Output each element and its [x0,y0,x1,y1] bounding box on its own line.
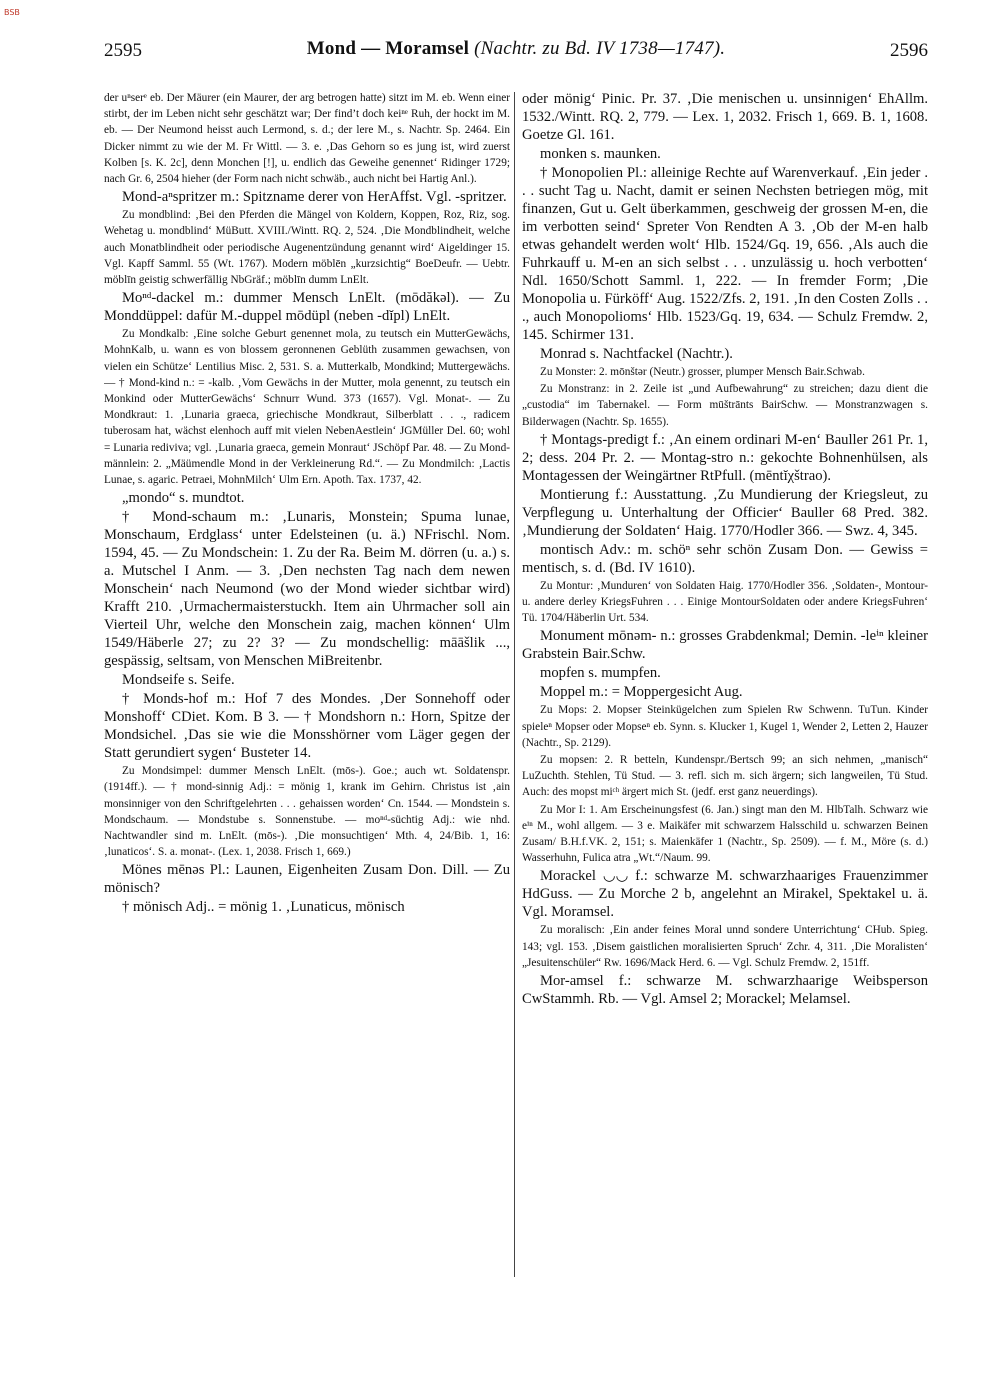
dictionary-entry: Mor-amsel f.: schwarze M. schwarzhaarige Weibsperson CwStammh. Rb. — Vgl. Amsel 2; Morackel; Melamsel. [522,973,928,1008]
dictionary-entry: † Monopolien Pl.: alleinige Rechte auf Warenverkauf. ‚Ein jeder . . . sucht Tag u. Nacht, damit er seinen Nechsten betriegen mög, mit finanzen, Gut u. Gelt überkammen, geschweig der grossen M-en, die im verbotten seind‘ Spreter Von Rendten A 3. ‚Ob der M-en halb etwas gehandelt werden wolt‘ Hlb. 1524/Gq. 19, 656. ‚Als auch die Fuhrkauff u. M-en an sich selbst . . . unzulässig u. hoch verbotten‘ Ndl. 1650/Schott Samml. 1, 222. — In fremder Form; ‚Die Monopolia u. Fürköff‘ Aug. 1522/Zfs. 2, 191. ‚In den Costen Zolls . . ., auch Monopolioms‘ Hlb. 1523/Gq. 19, 634. — Schulz Fremdw. 2, 145. Schirmer 131. [522,165,928,343]
dictionary-entry: oder mönig‘ Pinic. Pr. 37. ‚Die menischen u. unsinnigen‘ EhAllm. 1532./Wintt. RQ. 2, 779. — Lex. 1, 2032. Frisch 1, 669. B. 1, 1608. Goetze Gl. 161. [522,91,928,143]
dictionary-entry: † Montags-predigt f.: ‚An einem ordinari M-en‘ Bauller 261 Pr. 1, 2; dess. 204 Pr. 2. — Montag-stro n.: gekochte Bohnenhülsen, als Montagessen der Weingärtner RtPfull. (mēntĭχštrao). [522,431,928,484]
dictionary-entry: Zu mopsen: 2. R betteln, Kundenspr./Bertsch 99; an sich nehmen, „manisch“ LuZuchth. Stehlen, Tü Stud. — 3. refl. sich m. sich ärgern; sich langweilen, Tü Stud. Auch: des mopst miᶜʰ ärgert mich St. (jedf. erst ganz neuerdings). [522,754,928,799]
dictionary-entry: Zu Montur: ‚Munduren‘ von Soldaten Haig. 1770/Hodler 356. ‚Soldaten-, Montour- u. andere derley KriegsFuhren . . . Einige MontourSoldaten oder andere KriegsFuhren‘ Tü. 1704/Häberlin Urt. 534. [522,579,928,625]
page-header [104,36,928,66]
dictionary-entry: Mond-aⁿspritzer m.: Spitzname derer von HerAffst. Vgl. -spritzer. [122,189,507,206]
dictionary-entry: † Mond-schaum m.: ‚Lunaris, Monstein; Spuma lunae, Monschaum, Erdglass‘ unter Edelsteinen (u. ä.) NFrischl. Nom. 1594, 45. — Zu Mondschein: 1. Zu der Ra. Beim M. dörren (u. a.) s. a. Mutschel I Anm. — 3. ‚Den nechsten Tag nach dem newen Monschein‘ nach Neumond (wo der Mond wieder sichtbar wird) Krafft 210. ‚Urmachermaisterstuckh. Item ain Uhrmacher soll ain Vierteil Uhr, welche den Monschein zaig, machen können‘ Ulm 1549/Häberle 27; zu 2? 3? — Zu mondschellig: māāšlik ..., gespässig, seltsam, von Menschen MiBreitenbr. [104,509,510,670]
dictionary-entry: der uⁿserᵉ eb. Der Mäurer (ein Maurer, der arg betrogen hatte) sitzt im M. eb. Wenn einer stirbt, der im Leben nicht sehr geschätzt war; Der find’t doch keiⁿᵉ Ruh, der hockt im M. eb. — Der Neumond heisst auch Lermond, s. d.; der lere M., s. Nachtr. Sp. 2464. Ein Dicker nimmt zu wie der M. Fr Wittl. — 3. e. ‚Das Gehorn so es jung ist, wird zuerst Kolben [s. K. 2c], denn Monchen [!], u. endlich das Geweihe genennet‘ Ridinger 1729; nach Gr. 6, 2504 hieher (der Form nach nicht schwäb., auch nicht bei Hartig Anl.). [104,92,510,186]
dictionary-entry: „mondo“ s. mundtot. [122,490,245,507]
dictionary-entry: Monrad s. Nachtfackel (Nachtr.). [540,346,733,362]
dictionary-entry: Monument mōnəm- n.: grosses Grabdenkmal; Demin. -leⁱⁿ kleiner Grabstein Bair.Schw. [522,628,928,663]
dictionary-entry: Mönes mēnəs Pl.: Launen, Eigenheiten Zusam Don. Dill. — Zu mönisch? [104,862,510,897]
dictionary-entry: Zu Monstranz: in 2. Zeile ist „und Aufbewahrung“ zu streichen; dazu dient die „custodia“ im Tabernakel. — Form mūštrānts BairSchw. — Monstranzwagen s. Bilderwagen (Nachtr. Sp. 1655). [522,383,928,428]
library-stamp: BSB [4,8,20,17]
running-head-title: Mond — Moramsel [306,38,470,59]
column-divider [514,92,515,1277]
right-column [522,90,928,1280]
dictionary-entry: † Monds-hof m.: Hof 7 des Mondes. ‚Der Sonnehoff oder Monshoff‘ CDiet. Kom. B 3. — † Mondshorn n.: Horn, Spitze der Mondsichel. ‚Das sie wie die Monsshörner vom Läger gegen der Statt gerundiert sygen‘ Busteter 14. [104,691,510,762]
page-number-left: 2595 [104,40,142,61]
running-head-subtitle: (Nachtr. zu Bd. IV 1738—1747). [474,38,726,59]
dictionary-entry: Moppel m.: = Moppergesicht Aug. [540,684,743,701]
dictionary-entry: montisch Adv.: m. schöⁿ sehr schön Zusam Don. — Gewiss = mentisch, s. d. (Bd. IV 1610). [522,541,928,576]
left-column [104,90,510,1280]
dictionary-entry: Morackel ◡◡ f.: schwarze M. schwarzhaariges Frauenzimmer HdGuss. — Zu Morche 2 b, angelehnt an Mirakel, Spektakel u. ä. Vgl. Moramsel. [522,868,928,921]
running-head [104,38,928,60]
dictionary-entry: Zu Mondsimpel: dummer Mensch LnElt. (mōs-). Goe.; auch wt. Soldatenspr. (1914ff.). — † mond-sinnig Adj.: = mönig 1, krank im Gehirn. Christus ist ‚ain monsinniger von den Schriftgelehrten . . . gehaissen worden‘ Cn. 1544. — Mondstein s. Mondschaum. — Mondstube s. Sonnenstube. — moⁿᵈ-süchtig Adj.: wie nhd. Nachtwandler sind m. LnElt. (mōs-). ‚Die monsuchtigen‘ Mth. 4, 24/Bib. 1, 16: ‚lunaticos‘. S. a. monat-. (Lex. 1, 2038. Frisch 1, 669.) [104,765,510,859]
dictionary-entry: Zu Mops: 2. Mopser Steinkügelchen zum Spielen Rw Schwenn. TuTun. Kinder spieleⁿ Mopser oder Mopseⁿ eb. Synn. s. Klucker 1, Kugel 1, Wender 2, Letten 2, Hauzer (Nachtr., Sp. 2129). [522,704,928,749]
dictionary-entry: Zu Monster: 2. mōnštər (Neutr.) grosser, plumper Mensch Bair.Schwab. [540,366,865,378]
dictionary-entry: Montierung f.: Ausstattung. ‚Zu Mundierung der Kriegsleut, zu Verpflegung u. Unterhaltung der Officier‘ Bauller 68 Pred. 382. ‚Mundierung der Soldaten‘ Haig. 1770/Hodler 366. — Swz. 4, 345. [522,486,928,539]
page-number-right: 2596 [890,40,928,61]
dictionary-entry: † mönisch Adj.. = mönig 1. ‚Lunaticus, mönisch [122,899,405,916]
dictionary-entry: Zu Mondkalb: ‚Eine solche Geburt genennet mola, zu teutsch ein MutterGewächs, MohnKalb, u. wann es von blossem geronnenen Geblüth zusammen gewachsen, von vielen ein Schütze‘ Lentilius Misc. 2, 531. S. a. Mutterkalb, Mondkind; Muttergewächs. — † Mond-kind n.: = -kalb. ‚Vom Gewächs in der Mutter, mola genennt, zu teutsch ein Monkind oder MutterGewächs‘ Schnurr Wund. 373 (1657). Vgl. Monat-. — Zu Mondkraut: 1. ‚Lunaria graeca, griechische Mondkraut, Silberblatt . . ., radicem tuberosam hat, wächst elenhoch auff mit vielen NebenAestlein‘ JGMüller Del. 60; wohl = Lunaria rediviva; vgl. ‚Lunaria graeca, gemein Monraut‘ JSchöpf Par. 48. — Zu Mond-männlein: 2. „Mäümendle Mond in der Verkleinerung Rd.“. — Zu Mondmilch: ‚Lactis Lunae, s. agaric. Petraei, MohnMilch‘ Ulm Ern. Apoth. Tax. 1737, 42. [104,328,510,487]
dictionary-entry: Zu Mor I: 1. Am Erscheinungsfest (6. Jan.) singt man den M. HlbTalh. Schwarz wie eⁱⁿ M., wohl allgem. — 3 e. Maikäfer mit schwarzem Halsschild u. schwarzen Beinen Zusam/ B.H.f.VK. 2, 151; s. Maienkäfer 1 (Nachtr., Sp. 2509). — f. M., Möre (s. d.) Wasserhuhn, Fulica atra „Wt.“/Naum. 99. [522,803,928,865]
dictionary-entry: Zu moralisch: ‚Ein ander feines Moral unnd sondere Unterrichtung‘ CHub. Spieg. 143; vgl. 153. ‚Disem gaistlichen moralisierten Spruch‘ Zchr. 4, 311. ‚Die Moralisten‘ „Jesuitenschüler“ Rw. 1696/Mack Herd. 6. — Vgl. Schulz Fremdw. 2, 151ff. [522,924,928,969]
dictionary-entry: monken s. maunken. [540,146,661,162]
dictionary-entry: Moⁿᵈ-dackel m.: dummer Mensch LnElt. (mōdăkəl). — Zu Monddüppel: dafür M.-duppel mōdüpl (neben -dĭpl) LnElt. [104,290,510,325]
dictionary-entry: mopfen s. mumpfen. [540,665,661,682]
dictionary-entry: Zu mondblind: ‚Bei den Pferden die Mängel von Koldern, Koppen, Roz, Riz, sog. Wehetag u. mondblind‘ MüButt. XVIII./Wintt. RQ. 2, 524. ‚Die Mondblindheit, welche auch Monatblindheit oder periodische Augenentzündung genannt wird‘ Aigeldinger 15. Vgl. Kapff Samml. 55 (Wt. 1767). Modern möblēn „kurzsichtig“ BoeDeufr. — Uebtr. möblīn geistig schwerfällig NbGräf.; möblīn dumm LnElt. [104,209,510,287]
dictionary-entry: Mondseife s. Seife. [122,672,235,689]
